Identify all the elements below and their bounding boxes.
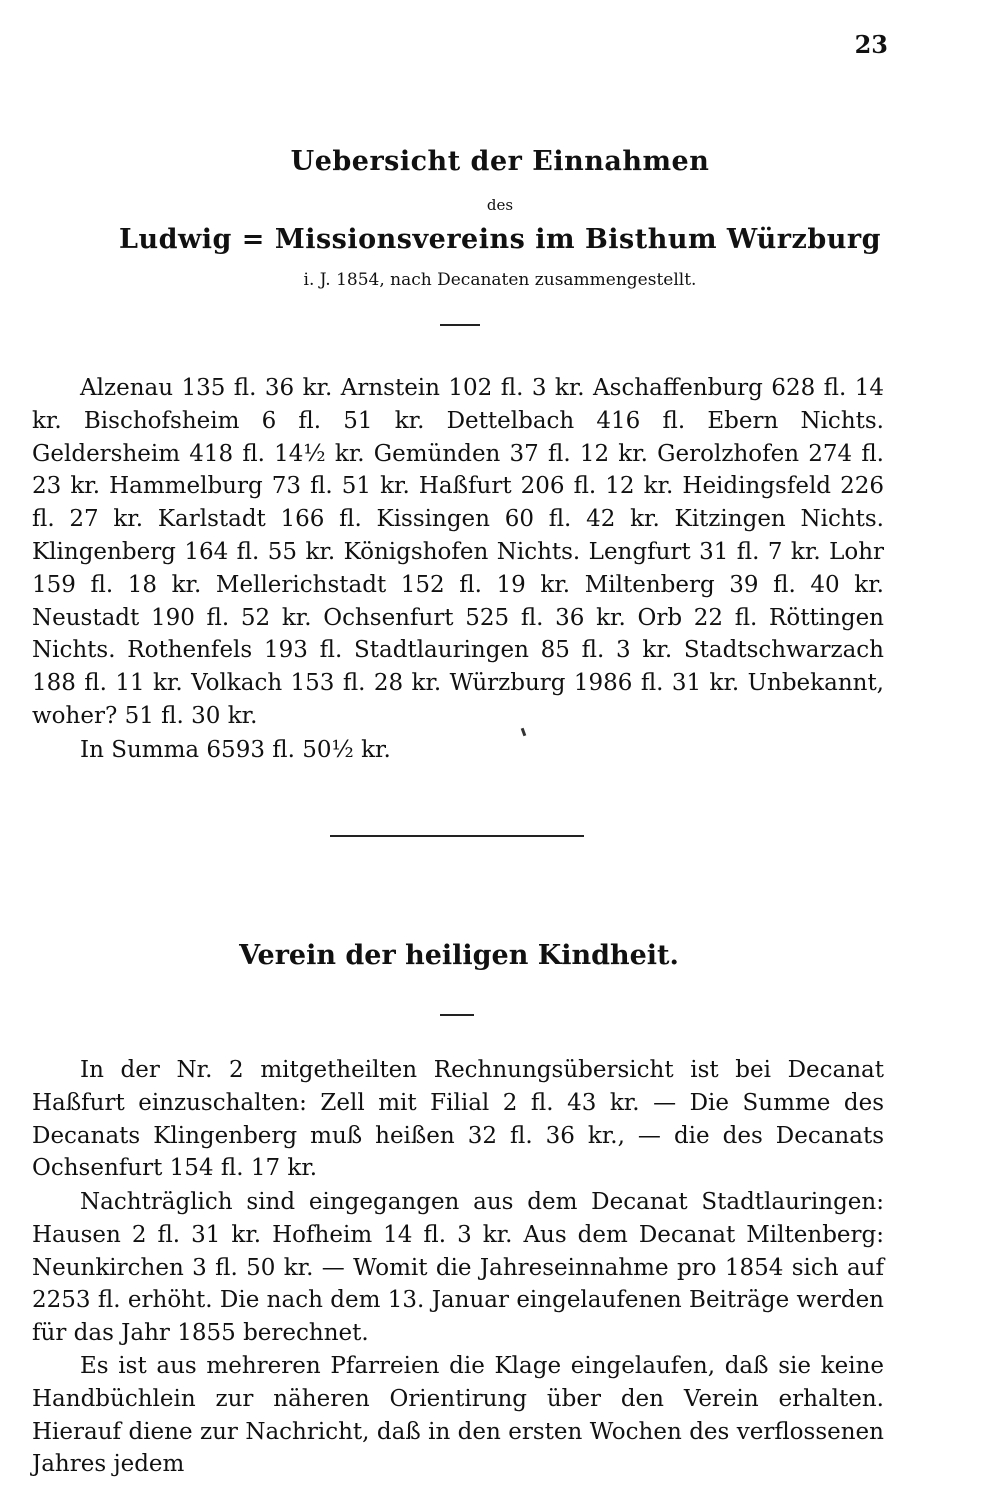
- paragraph-1-text: In der Nr. 2 mitgetheilten Rechnungsübersicht ist bei Decanat Haßfurt einzuschalten: Zell mit Filial 2 fl. 43 kr. — Die Summe des Decanats Klingenberg muß heißen 32 fl. 36 kr., — die des Decanats Ochsenfurt 154 fl. 17 kr.: [32, 1057, 884, 1182]
- income-sum: In Summa 6593 fl. 50½ kr.: [80, 737, 391, 763]
- paragraph-2: [32, 1186, 884, 1350]
- paragraph-2-text: Nachträglich sind eingegangen aus dem Decanat Stadtlauringen: Hausen 2 fl. 31 kr. Hofheim 14 fl. 3 kr. Aus dem Decanat Miltenberg: Neunkirchen 3 fl. 50 kr. — Womit die Jahreseinnahme pro 1854 sich auf 2253 fl. erhöht. Die nach dem 13. Januar eingelaufenen Beiträge werden für das Jahr 1855 berechnet.: [32, 1189, 884, 1347]
- section-heading: Verein der heiligen Kindheit.: [239, 940, 679, 971]
- paragraph-3-text: Es ist aus mehreren Pfarreien die Klage eingelaufen, daß sie keine Handbüchlein zur näheren Orientirung über den Verein erhalten. Hierauf diene zur Nachricht, daß in den ersten Wochen des verflossenen Jahres jedem: [32, 1353, 884, 1478]
- income-list-text: Alzenau 135 fl. 36 kr. Arnstein 102 fl. 3 kr. Aschaffenburg 628 fl. 14 kr. Bischofsheim 6 fl. 51 kr. Dettelbach 416 fl. Ebern Nichts. Geldersheim 418 fl. 14½ kr. Gemünden 37 fl. 12 kr. Gerolzhofen 274 fl. 23 kr. Hammelburg 73 fl. 51 kr. Haßfurt 206 fl. 12 kr. Heidingsfeld 226 fl. 27 kr. Karlstadt 166 fl. Kissingen 60 fl. 42 kr. Kitzingen Nichts. Klingenberg 164 fl. 55 kr. Königshofen Nichts. Lengfurt 31 fl. 7 kr. Lohr 159 fl. 18 kr. Mellerichstadt 152 fl. 19 kr. Miltenberg 39 fl. 40 kr. Neustadt 190 fl. 52 kr. Ochsenfurt 525 fl. 36 kr. Orb 22 fl. Röttingen Nichts. Rothenfels 193 fl. Stadtlauringen 85 fl. 3 kr. Stadtschwarzach 188 fl. 11 kr. Volkach 153 fl. 28 kr. Würzburg 1986 fl. 31 kr. Unbekannt, woher? 51 fl. 30 kr.: [32, 375, 884, 729]
- section-divider: [330, 835, 584, 837]
- page-title-line2: Ludwig = Missionsvereins im Bisthum Würzburg: [119, 224, 881, 255]
- title-connector: des: [486, 196, 514, 214]
- paragraph-1: [32, 1054, 884, 1185]
- page-subtitle: i. J. 1854, nach Decanaten zusammengestellt.: [303, 270, 697, 290]
- income-list-paragraph: [32, 372, 884, 733]
- divider-short: [440, 324, 480, 326]
- paragraph-3: [32, 1350, 884, 1481]
- divider-short-2: [440, 1014, 474, 1016]
- page-title: Uebersicht der Einnahmen: [290, 146, 710, 177]
- page-number: 23: [854, 30, 888, 59]
